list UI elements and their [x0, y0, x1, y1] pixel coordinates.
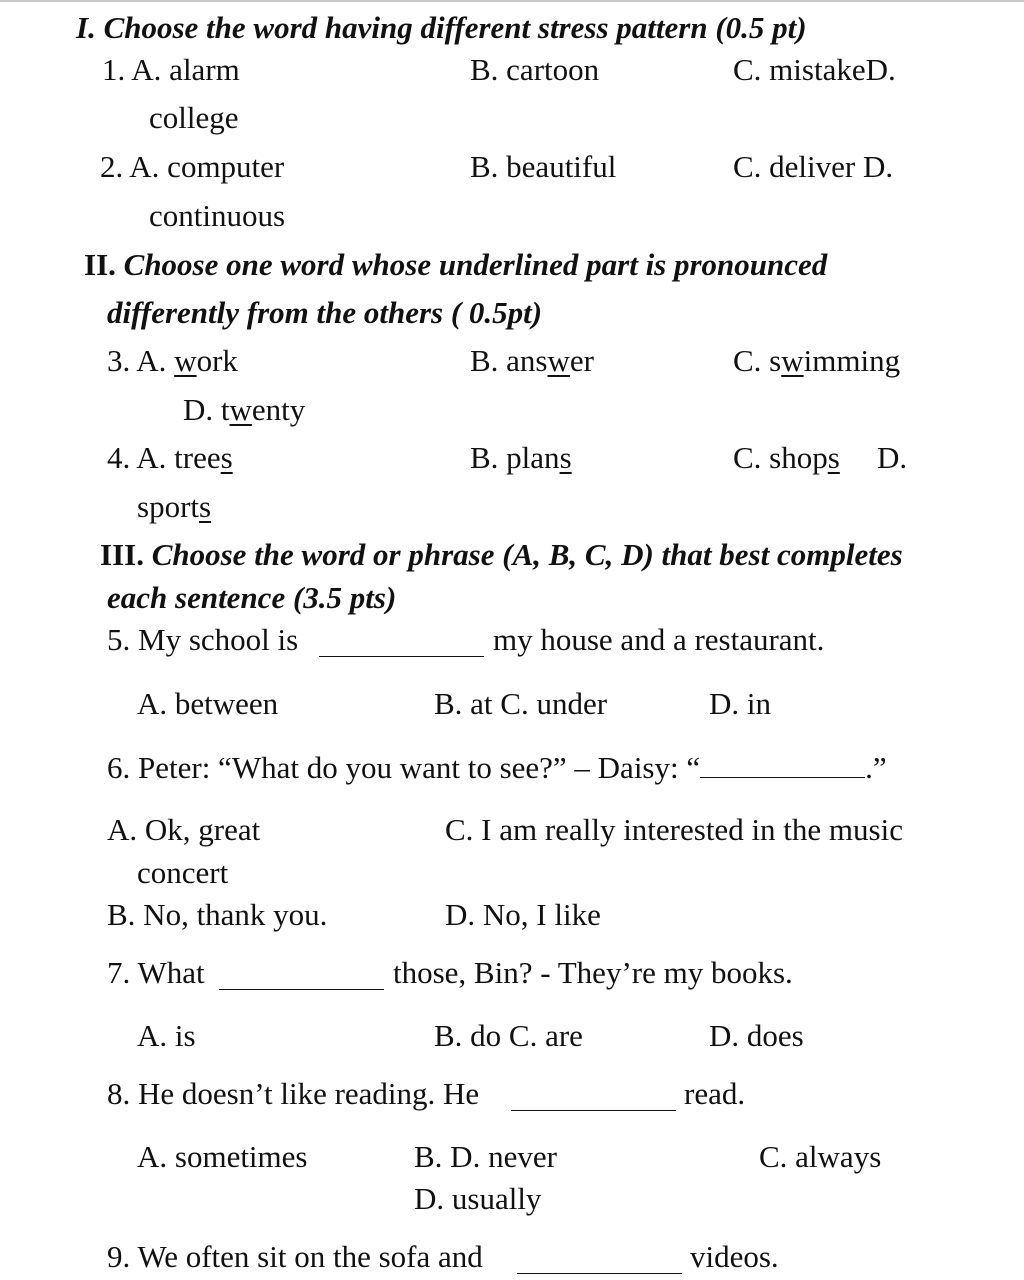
q9-stem-start: 9. We often sit on the sofa and — [107, 1239, 483, 1274]
section-3-heading-line2: each sentence (3.5 pts) — [107, 580, 397, 615]
q8-option-a: A. sometimes — [137, 1139, 308, 1174]
q1-option-c: C. mistakeD. — [733, 52, 896, 87]
q5-stem-start: 5. My school is — [107, 622, 299, 657]
q8-blank — [511, 1084, 676, 1111]
q1-option-b: B. cartoon — [470, 52, 600, 87]
q1-number-and-option-a — [102, 52, 240, 88]
q6-option-a: A. Ok, great — [107, 812, 261, 847]
q3-option-d: D. twenty — [183, 392, 306, 427]
q5-blank — [319, 630, 484, 657]
q6-option-b: B. No, thank you. — [107, 897, 328, 932]
q5-option-d: D. in — [709, 686, 771, 721]
q4-option-d-label: D. — [877, 440, 908, 475]
q7-stem-start: 7. What — [107, 955, 205, 990]
section-2-heading-line2: differently from the others ( 0.5pt) — [107, 295, 543, 330]
q1-option-a: A. alarm — [131, 52, 240, 87]
q9-stem-end: videos. — [690, 1239, 779, 1274]
q2-option-d-word: continuous — [149, 198, 286, 233]
q5-stem-end: my house and a restaurant. — [493, 622, 825, 657]
q9-blank — [517, 1247, 682, 1274]
q5-option-a: A. between — [137, 686, 279, 721]
section-3-heading-line1: III. Choose the word or phrase (A, B, C, D) that best completes — [100, 537, 903, 572]
q7-stem-end: those, Bin? - They’re my books. — [393, 955, 793, 990]
page-top-border — [0, 0, 1024, 2]
q4-number-and-option-a: 4. A. trees — [107, 440, 233, 475]
q7-blank — [219, 963, 384, 990]
q8-option-c: C. always — [759, 1139, 882, 1174]
q6-option-c-continued: concert — [137, 855, 229, 890]
q4-option-d-word: sports — [137, 489, 212, 524]
q7-option-d: D. does — [709, 1018, 804, 1053]
q1-number: 1. — [102, 52, 126, 87]
q3-option-b: B. answer — [470, 343, 594, 378]
q6-option-c: C. I am really interested in the music — [445, 812, 903, 847]
q7-options-b-c: B. do C. are — [434, 1018, 583, 1053]
q6-stem: 6. Peter: “What do you want to see?” – Daisy: “ .” — [107, 750, 887, 785]
q8-option-d: D. usually — [414, 1181, 542, 1216]
q2-number-and-option-a: 2. A. computer — [100, 149, 285, 184]
q8-option-b: B. D. never — [414, 1139, 557, 1174]
q6-option-d: D. No, I like — [445, 897, 601, 932]
q2-option-c: C. deliver D. — [733, 149, 894, 184]
q1-option-d-word: college — [149, 100, 239, 135]
section-1-heading: I. Choose the word having different stress pattern (0.5 pt) — [76, 10, 807, 45]
q4-option-b: B. plans — [470, 440, 572, 475]
q8-stem-end: read. — [684, 1076, 746, 1111]
q7-option-a: A. is — [137, 1018, 196, 1053]
q4-option-c: C. shops — [733, 440, 840, 475]
q8-stem-start: 8. He doesn’t like reading. He — [107, 1076, 480, 1111]
section-2-heading-line1: II. Choose one word whose underlined part is pronounced — [84, 247, 828, 282]
q6-blank — [700, 751, 865, 778]
q2-option-b: B. beautiful — [470, 149, 617, 184]
q5-options-b-c: B. at C. under — [434, 686, 608, 721]
q3-number-and-option-a: 3. A. work — [107, 343, 238, 378]
q3-option-c: C. swimming — [733, 343, 901, 378]
